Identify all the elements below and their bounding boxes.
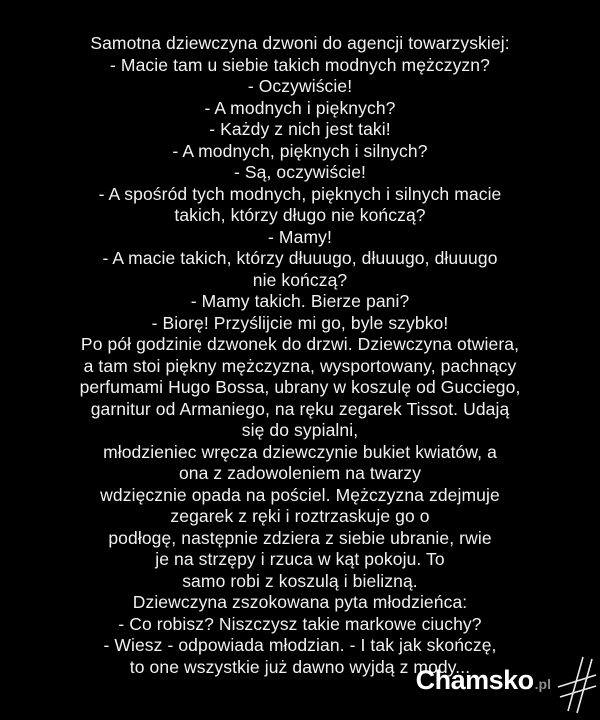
joke-line: - Oczywiście! [247, 76, 353, 96]
joke-line: - Macie tam u siebie takich modnych mężczyzn? [110, 54, 490, 75]
joke-text [0, 33, 600, 678]
joke-line: nie kończą? [252, 269, 348, 290]
joke-line: garnitur od Armaniego, na ręku zegarek Tissot. Udają [90, 398, 510, 419]
joke-line: - A modnych i pięknych? [204, 97, 396, 118]
joke-line: Samotna dziewczyna dzwoni do agencji towarzyskiej: [90, 33, 510, 53]
joke-line: zegarek z ręki i roztrzaskuje go o [170, 506, 430, 526]
joke-line: - Są, oczywiście! [233, 162, 366, 182]
joke-line: perfumami Hugo Bossa, ubrany w koszulę od Gucciego, [79, 377, 521, 397]
joke-line: podłogę, następnie zdziera z siebie ubranie, rwie [108, 527, 492, 548]
joke-line: - A macie takich, którzy dłuuugo, dłuuugo, dłuuugo [102, 248, 498, 268]
joke-line: to one wszystkie już dawno wyjdą z mody... [129, 656, 471, 677]
joke-line: - Biorę! Przyślijcie mi go, byle szybko! [151, 312, 449, 333]
joke-line: je na strzępy i rzuca w kąt pokoju. To [155, 549, 445, 569]
joke-line: - Wiesz - odpowiada młodzian. - I tak jak skończę, [103, 635, 497, 655]
brand-name [416, 665, 551, 704]
joke-line: Dziewczyna zszokowana pyta młodzieńca: [132, 592, 468, 612]
joke-line: - A modnych, pięknych i silnych? [172, 140, 428, 161]
joke-line: takich, którzy długo nie kończą? [174, 205, 426, 225]
joke-line: - Mamy! [268, 226, 332, 247]
tilted-hash-icon [557, 654, 597, 714]
joke-line: się do sypialni, [241, 420, 359, 440]
site-branding [416, 654, 597, 714]
joke-line: Po pół godzinie dzwonek do drzwi. Dziewczyna otwiera, [80, 334, 520, 354]
joke-line: - Każdy z nich jest taki! [209, 119, 391, 139]
joke-line: wdzięcznie opada na pościel. Mężczyzna zdejmuje [100, 484, 500, 505]
joke-line: - A spośród tych modnych, pięknych i silnych macie [98, 183, 502, 204]
joke-line: - Mamy takich. Bierze pani? [190, 291, 410, 311]
joke-line: ona z zadowoleniem na twarzy [178, 463, 422, 483]
joke-line: samo robi z koszulą i bielizną. [182, 570, 418, 591]
joke-line: a tam stoi piękny mężczyzna, wysportowany, pachnący [83, 355, 517, 376]
brand-suffix-text: .pl [534, 675, 551, 692]
joke-line: młodzieniec wręcza dziewczynie bukiet kwiatów, a [103, 441, 497, 462]
brand-text: Chamsko [415, 664, 534, 695]
joke-line: - Co robisz? Niszczysz takie markowe ciuchy? [118, 613, 482, 634]
